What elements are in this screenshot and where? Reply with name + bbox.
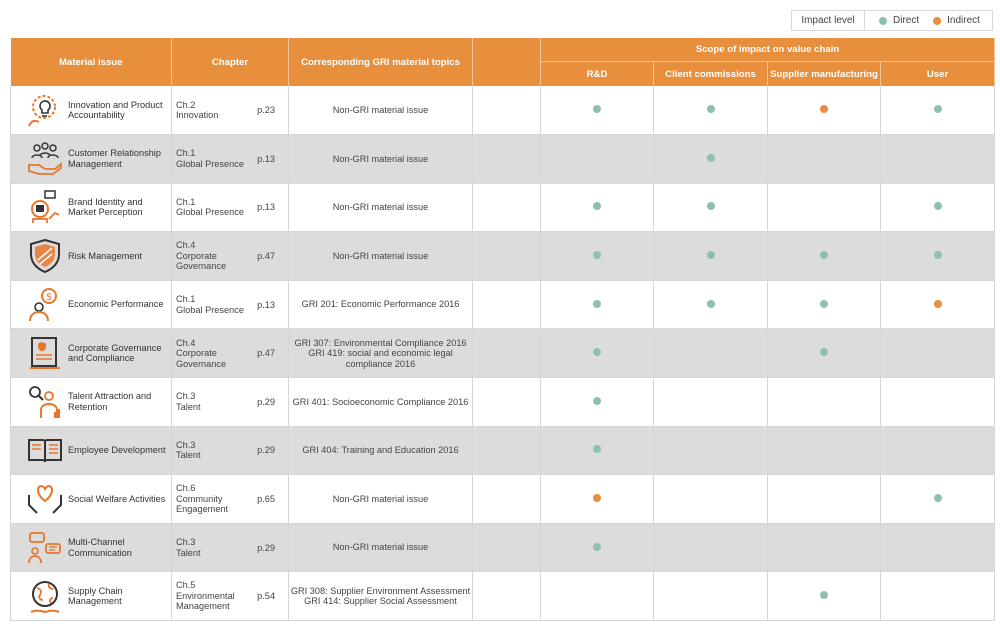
impact-cell bbox=[768, 86, 881, 135]
direct-impact-dot bbox=[934, 494, 942, 502]
direct-impact-dot bbox=[593, 543, 601, 551]
issue-cell bbox=[11, 378, 172, 427]
chapter-name: Ch.4 Corporate Governance bbox=[176, 240, 227, 272]
impact-cell bbox=[541, 135, 654, 184]
money-person-icon bbox=[27, 287, 63, 323]
impact-cell bbox=[541, 329, 654, 378]
chapter-page: p.13 bbox=[257, 153, 275, 164]
issue-label: Multi-Channel Communication bbox=[68, 537, 132, 558]
legend-direct-label: Direct bbox=[893, 15, 920, 26]
issue-label: Risk Management bbox=[68, 250, 143, 261]
blank-cell bbox=[473, 572, 541, 621]
chapter-cell bbox=[172, 572, 289, 621]
impact-cell bbox=[541, 523, 654, 572]
blank-cell bbox=[473, 183, 541, 232]
chapter-cell bbox=[172, 426, 289, 475]
legend-indirect-label: Indirect bbox=[947, 15, 980, 26]
impact-cell bbox=[768, 280, 881, 329]
chapter-page: p.65 bbox=[257, 494, 275, 505]
impact-cell bbox=[541, 183, 654, 232]
direct-impact-dot bbox=[820, 300, 828, 308]
chapter-name: Ch.1 Global Presence bbox=[176, 148, 244, 169]
chapter-cell bbox=[172, 183, 289, 232]
issue-label: Talent Attraction and Retention bbox=[68, 391, 152, 412]
heart-hands-icon bbox=[27, 481, 63, 517]
direct-impact-dot bbox=[593, 202, 601, 210]
header-stage-user: User bbox=[881, 62, 995, 87]
chapter-name: Ch.3 Talent bbox=[176, 439, 201, 461]
header-material-issue: Material issue bbox=[11, 38, 172, 86]
table-row bbox=[11, 572, 995, 621]
issue-cell bbox=[11, 183, 172, 232]
chapter-page: p.13 bbox=[257, 202, 275, 213]
table-body bbox=[11, 86, 995, 621]
impact-cell bbox=[881, 232, 995, 281]
table-row bbox=[11, 378, 995, 427]
header-stage-supplier: Supplier manufacturing bbox=[768, 62, 881, 87]
impact-cell bbox=[541, 232, 654, 281]
gri-cell: Non-GRI material issue bbox=[289, 183, 473, 232]
impact-cell bbox=[881, 523, 995, 572]
innovation-gear-icon bbox=[27, 92, 63, 128]
chapter-cell bbox=[172, 523, 289, 572]
blank-cell bbox=[473, 475, 541, 524]
chapter-cell bbox=[172, 378, 289, 427]
material-issues-table bbox=[10, 38, 995, 621]
header-stage-client: Client commissions bbox=[654, 62, 768, 87]
table-row bbox=[11, 329, 995, 378]
globe-leaf-icon bbox=[27, 578, 63, 614]
gri-cell: Non-GRI material issue bbox=[289, 232, 473, 281]
blank-cell bbox=[473, 135, 541, 184]
issue-cell bbox=[11, 232, 172, 281]
direct-impact-dot bbox=[593, 445, 601, 453]
direct-impact-dot bbox=[593, 348, 601, 356]
direct-impact-dot bbox=[593, 251, 601, 259]
impact-cell bbox=[768, 329, 881, 378]
chapter-cell bbox=[172, 475, 289, 524]
table-row bbox=[11, 135, 995, 184]
direct-impact-dot bbox=[820, 251, 828, 259]
gri-cell: Non-GRI material issue bbox=[289, 86, 473, 135]
header-gri: Corresponding GRI material topics bbox=[289, 38, 473, 86]
impact-cell bbox=[768, 183, 881, 232]
legend-direct bbox=[879, 15, 919, 26]
impact-cell bbox=[881, 378, 995, 427]
impact-cell bbox=[881, 135, 995, 184]
header-stage-rd: R&D bbox=[541, 62, 654, 87]
impact-cell bbox=[654, 572, 768, 621]
impact-cell bbox=[881, 280, 995, 329]
gri-cell: Non-GRI material issue bbox=[289, 135, 473, 184]
shield-icon bbox=[27, 238, 63, 274]
direct-impact-dot bbox=[707, 105, 715, 113]
impact-cell bbox=[881, 475, 995, 524]
impact-cell bbox=[541, 426, 654, 475]
chapter-cell bbox=[172, 329, 289, 378]
impact-cell bbox=[654, 378, 768, 427]
impact-cell bbox=[768, 523, 881, 572]
impact-cell bbox=[768, 572, 881, 621]
chapter-name: Ch.1 Global Presence bbox=[176, 196, 244, 218]
table-row bbox=[11, 280, 995, 329]
chapter-page: p.29 bbox=[257, 396, 275, 407]
impact-cell bbox=[654, 475, 768, 524]
direct-impact-dot bbox=[593, 300, 601, 308]
blank-cell bbox=[473, 378, 541, 427]
issue-cell bbox=[11, 329, 172, 378]
table-row bbox=[11, 426, 995, 475]
issue-cell bbox=[11, 280, 172, 329]
chapter-page: p.13 bbox=[257, 299, 275, 310]
impact-cell bbox=[541, 86, 654, 135]
header-blank bbox=[473, 38, 541, 86]
impact-legend bbox=[791, 10, 993, 31]
book-icon bbox=[27, 432, 63, 468]
legend-label: Impact level bbox=[792, 11, 865, 30]
impact-cell bbox=[541, 475, 654, 524]
table-row bbox=[11, 523, 995, 572]
chapter-name: Ch.6 Community Engagement bbox=[176, 483, 229, 515]
blank-cell bbox=[473, 329, 541, 378]
issue-cell bbox=[11, 426, 172, 475]
direct-impact-dot bbox=[934, 202, 942, 210]
issue-cell bbox=[11, 475, 172, 524]
impact-cell bbox=[768, 426, 881, 475]
indirect-impact-dot bbox=[934, 300, 942, 308]
certificate-icon bbox=[27, 335, 63, 371]
gri-cell: GRI 404: Training and Education 2016 bbox=[289, 426, 473, 475]
table-row bbox=[11, 86, 995, 135]
direct-impact-dot bbox=[707, 251, 715, 259]
impact-cell bbox=[541, 378, 654, 427]
impact-cell bbox=[881, 183, 995, 232]
issue-cell bbox=[11, 135, 172, 184]
svg-text:$: $ bbox=[46, 291, 53, 303]
impact-cell bbox=[768, 475, 881, 524]
table-row bbox=[11, 183, 995, 232]
direct-impact-dot bbox=[934, 251, 942, 259]
direct-impact-dot bbox=[820, 591, 828, 599]
issue-label: Social Welfare Activities bbox=[68, 493, 166, 504]
impact-cell bbox=[768, 232, 881, 281]
chapter-page: p.47 bbox=[257, 348, 275, 359]
chapter-page: p.54 bbox=[257, 591, 275, 602]
direct-impact-dot bbox=[707, 300, 715, 308]
issue-label: Brand Identity and Market Perception bbox=[68, 196, 143, 218]
impact-cell bbox=[654, 232, 768, 281]
chapter-cell bbox=[172, 135, 289, 184]
impact-cell bbox=[654, 426, 768, 475]
direct-impact-dot bbox=[820, 348, 828, 356]
issue-label: Employee Development bbox=[68, 445, 166, 456]
gri-cell: Non-GRI material issue bbox=[289, 475, 473, 524]
chapter-page: p.23 bbox=[257, 105, 275, 116]
gri-cell: GRI 401: Socioeconomic Compliance 2016 bbox=[289, 378, 473, 427]
impact-cell bbox=[654, 183, 768, 232]
direct-impact-dot bbox=[707, 154, 715, 162]
gri-cell: GRI 307: Environmental Compliance 2016 GRI 419: social and economic legal compliance 2016 bbox=[289, 329, 473, 378]
customer-hand-icon bbox=[27, 141, 63, 177]
table-row bbox=[11, 232, 995, 281]
impact-cell bbox=[881, 329, 995, 378]
chapter-name: Ch.4 Corporate Governance bbox=[176, 337, 227, 369]
impact-cell bbox=[654, 329, 768, 378]
impact-cell bbox=[768, 378, 881, 427]
impact-cell bbox=[881, 426, 995, 475]
chat-people-icon bbox=[27, 530, 63, 566]
impact-cell bbox=[654, 86, 768, 135]
issue-label: Supply Chain Management bbox=[68, 585, 123, 607]
header-scope: Scope of impact on value chain bbox=[541, 38, 995, 62]
issue-cell bbox=[11, 86, 172, 135]
chapter-name: Ch.3 Talent bbox=[176, 537, 201, 558]
chapter-page: p.29 bbox=[257, 542, 275, 553]
blank-cell bbox=[473, 280, 541, 329]
indirect-impact-dot bbox=[820, 105, 828, 113]
direct-impact-dot bbox=[593, 397, 601, 405]
chapter-cell bbox=[172, 232, 289, 281]
chapter-name: Ch.2 Innovation bbox=[176, 99, 219, 121]
direct-impact-dot bbox=[593, 105, 601, 113]
chapter-cell bbox=[172, 280, 289, 329]
chapter-cell bbox=[172, 86, 289, 135]
blank-cell bbox=[473, 426, 541, 475]
impact-cell bbox=[654, 135, 768, 184]
blank-cell bbox=[473, 86, 541, 135]
impact-cell bbox=[881, 572, 995, 621]
impact-cell bbox=[881, 86, 995, 135]
indirect-impact-dot bbox=[593, 494, 601, 502]
chapter-page: p.29 bbox=[257, 445, 275, 456]
impact-cell bbox=[541, 572, 654, 621]
brand-badge-icon bbox=[27, 189, 63, 225]
issue-label: Customer Relationship Management bbox=[68, 148, 161, 169]
gri-cell: GRI 201: Economic Performance 2016 bbox=[289, 280, 473, 329]
impact-cell bbox=[541, 280, 654, 329]
impact-cell bbox=[768, 135, 881, 184]
legend-indirect bbox=[933, 15, 980, 26]
indirect-dot-icon bbox=[933, 17, 941, 25]
header-chapter: Chapter bbox=[172, 38, 289, 86]
impact-cell bbox=[654, 523, 768, 572]
gri-cell: GRI 308: Supplier Environment Assessment GRI 414: Supplier Social Assessment bbox=[289, 572, 473, 621]
issue-label: Innovation and Product Accountability bbox=[68, 99, 163, 121]
chapter-name: Ch.5 Environmental Management bbox=[176, 580, 235, 612]
direct-dot-icon bbox=[879, 17, 887, 25]
blank-cell bbox=[473, 232, 541, 281]
chapter-page: p.47 bbox=[257, 251, 275, 262]
gri-cell: Non-GRI material issue bbox=[289, 523, 473, 572]
table-row bbox=[11, 475, 995, 524]
blank-cell bbox=[473, 523, 541, 572]
chapter-name: Ch.3 Talent bbox=[176, 391, 201, 412]
issue-cell bbox=[11, 572, 172, 621]
chapter-name: Ch.1 Global Presence bbox=[176, 294, 244, 315]
direct-impact-dot bbox=[934, 105, 942, 113]
issue-label: Corporate Governance and Compliance bbox=[68, 342, 162, 364]
issue-cell bbox=[11, 523, 172, 572]
impact-cell bbox=[654, 280, 768, 329]
issue-label: Economic Performance bbox=[68, 299, 164, 310]
talent-search-icon bbox=[27, 384, 63, 420]
direct-impact-dot bbox=[707, 202, 715, 210]
